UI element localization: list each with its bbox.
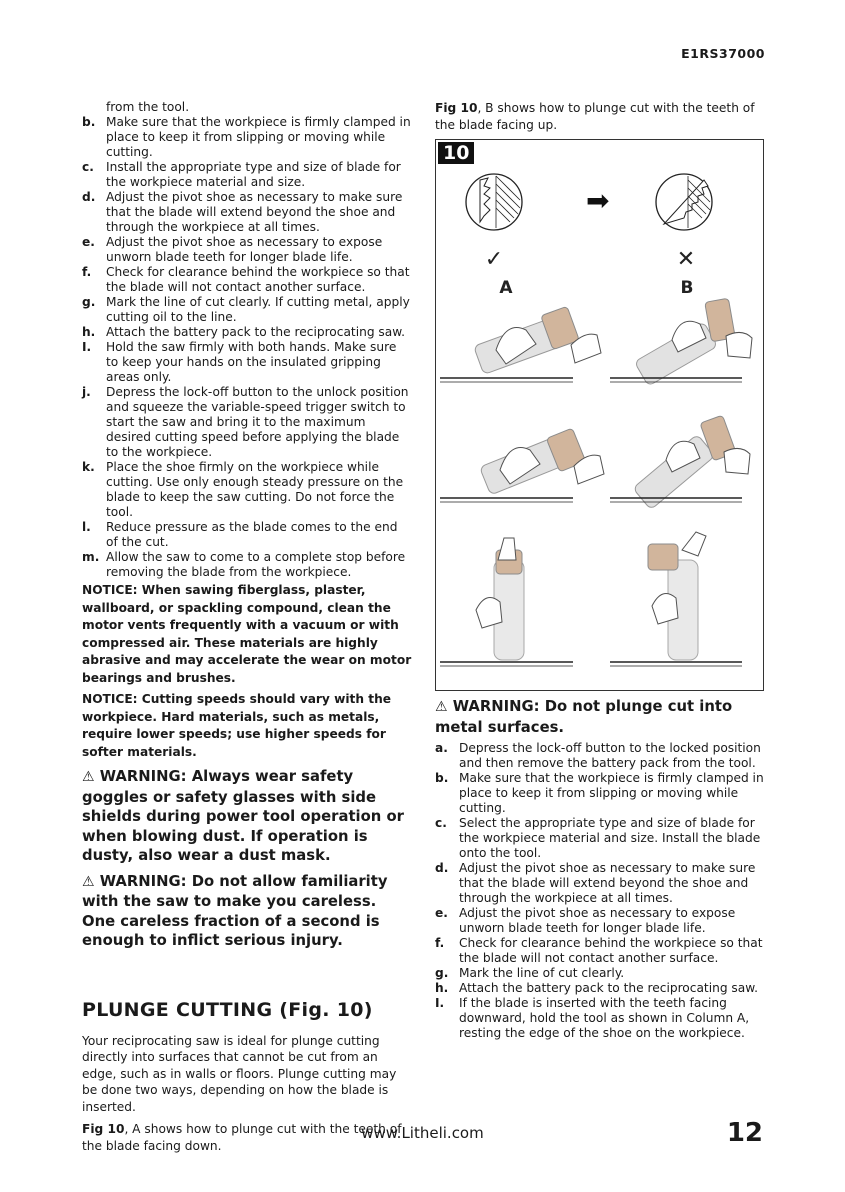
list-item: k. Place the shoe firmly on the workpiece while cutting. Use only enough steady pressure on the blade to keep the saw cutting. Do not force the tool. xyxy=(82,460,404,519)
column-a-label: A xyxy=(499,278,513,298)
left-step-list xyxy=(82,100,412,580)
figure-10 xyxy=(435,139,764,691)
column-b-label: B xyxy=(680,278,694,298)
list-item: f. Check for clearance behind the workpiece so that the blade will not contact another surface. xyxy=(82,265,410,294)
saw-illustration-a3 xyxy=(476,538,524,660)
list-item: g. Mark the line of cut clearly. xyxy=(435,966,625,980)
list-item: m. Allow the saw to come to a complete stop before removing the blade from the workpiece. xyxy=(82,550,406,579)
list-item: g. Mark the line of cut clearly. If cutting metal, apply cutting oil to the line. xyxy=(82,295,410,324)
list-item: d. Adjust the pivot shoe as necessary to make sure that the blade will extend beyond the shoe and through the workpiece at all times. xyxy=(435,861,756,905)
fig-b-paragraph: Fig 10, B shows how to plunge cut with the teeth of the blade facing up. xyxy=(435,101,755,132)
list-item: I. If the blade is inserted with the teeth facing downward, hold the tool as shown in Column A, resting the edge of the shoe on the workpiece. xyxy=(435,996,750,1040)
saw-illustration-a2 xyxy=(480,428,604,495)
warning-goggles: ⚠ WARNING: Always wear safety goggles or safety glasses with side shields during power tool operation or when blowing dust. If operation is dusty, also wear a dust mask. xyxy=(82,768,404,864)
figure-number-badge: 10 xyxy=(438,142,474,164)
plunge-intro-paragraph: Your reciprocating saw is ideal for plunge cutting directly into surfaces that cannot be cut from an edge, such as in walls or floors. Plunge cutting may be done two ways, depending on how the blade is inserted. xyxy=(82,1033,397,1114)
list-item: b. Make sure that the workpiece is firmly clamped in place to keep it from slipping or moving while cutting. xyxy=(435,771,764,815)
list-item: b. Make sure that the workpiece is firmly clamped in place to keep it from slipping or moving while cutting. xyxy=(82,115,411,159)
saw-illustration-b3 xyxy=(648,532,706,660)
list-item: l. Reduce pressure as the blade comes to the end of the cut. xyxy=(82,520,398,549)
list-item: f. Check for clearance behind the workpiece so that the blade will not contact another surface. xyxy=(435,936,763,965)
list-item: a. Depress the lock-off button to the locked position and then remove the battery pack from the tool. xyxy=(435,741,761,770)
list-item: c. Select the appropriate type and size of blade for the workpiece material and size. Install the blade onto the tool. xyxy=(435,816,761,860)
check-mark-icon: ✓ xyxy=(484,247,504,272)
list-item: h. Attach the battery pack to the reciprocating saw. xyxy=(82,325,405,339)
warning-plunge-metal: ⚠ WARNING: Do not plunge cut into metal surfaces. xyxy=(435,698,733,736)
warning-triangle-icon: ⚠ xyxy=(82,873,95,890)
list-item: h. Attach the battery pack to the reciprocating saw. xyxy=(435,981,758,995)
workpiece-hatch-a xyxy=(496,176,520,228)
saw-illustration-b1 xyxy=(634,298,752,386)
figure-10-illustration xyxy=(436,140,763,690)
notice-fiberglass: NOTICE: When sawing fiberglass, plaster, wallboard, or spackling compound, clean the motor vents frequently with a vacuum or with compressed air. These materials are highly abrasive and may accelerate the wear on motor bearings and brushes. xyxy=(82,583,412,685)
saw-illustration-a1 xyxy=(474,306,601,374)
fig-a-paragraph: Fig 10, A shows how to plunge cut with the teeth of the blade facing down. xyxy=(82,1122,402,1153)
saw-illustration-b2 xyxy=(633,415,750,510)
right-step-list xyxy=(435,741,765,1041)
warning-familiarity: ⚠ WARNING: Do not allow familiarity with the saw to make you careless. One careless fraction of a second is enough to inflict serious injury. xyxy=(82,872,388,949)
warning-triangle-icon: ⚠ xyxy=(82,769,95,785)
list-item: e. Adjust the pivot shoe as necessary to expose unworn blade teeth for longer blade life. xyxy=(82,235,383,264)
notice-cutting-speed: NOTICE: Cutting speeds should vary with the workpiece. Hard materials, such as metals, require lower speeds; use higher speeds for softer materials. xyxy=(82,692,392,759)
list-item: I. Hold the saw firmly with both hands. Make sure to keep your hands on the insulated gripping areas only. xyxy=(82,340,397,384)
section-heading: PLUNGE CUTTING (Fig. 10) xyxy=(82,998,373,1021)
cross-mark-icon: ✕ xyxy=(676,247,696,272)
list-item: d. Adjust the pivot shoe as necessary to make sure that the blade will extend beyond the shoe and through the workpiece at all times. xyxy=(82,190,403,234)
list-item: from the tool. xyxy=(106,100,190,114)
right-column xyxy=(435,100,765,1041)
page-number: 12 xyxy=(726,1118,763,1148)
left-column xyxy=(82,100,412,1154)
list-item: e. Adjust the pivot shoe as necessary to expose unworn blade teeth for longer blade life. xyxy=(435,906,736,935)
list-item: j. Depress the lock-off button to the unlock position and squeeze the variable-speed trigger switch to start the saw and bring it to the maximum desired cutting speed before applying the blade to the workpiece. xyxy=(82,385,409,459)
list-item: c. Install the appropriate type and size of blade for the workpiece material and size. xyxy=(82,160,401,189)
arrow-right-icon: ➡ xyxy=(586,184,610,217)
model-number: E1RS37000 xyxy=(681,46,765,61)
footer-url: www.Litheli.com xyxy=(361,1124,484,1142)
warning-triangle-icon: ⚠ xyxy=(435,699,448,715)
blade-teeth-down-icon xyxy=(480,178,490,222)
